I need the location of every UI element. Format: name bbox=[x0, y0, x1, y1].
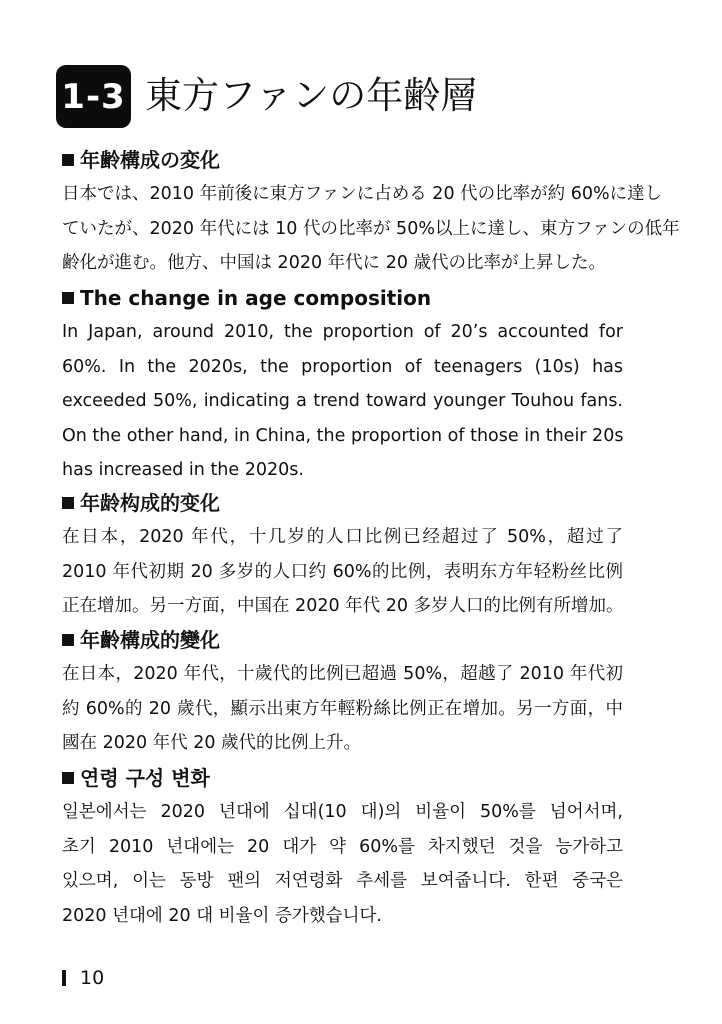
body-text-line: 일본에서는 2020 년대에 십대(10 대)의 비율이 50%를 넘어서며, bbox=[62, 802, 623, 822]
square-bullet-icon bbox=[62, 292, 74, 304]
body-text-line: has increased in the 2020s. bbox=[62, 460, 304, 480]
body-text-line: 2010 年代初期 20 多岁的人口约 60%的比例，表明东方年轻粉丝比例 bbox=[62, 561, 623, 582]
page-marker-icon bbox=[62, 970, 66, 986]
body-text-line: exceeded 50%, indicating a trend toward younger Touhou fans. bbox=[62, 391, 623, 411]
page-number bbox=[62, 964, 104, 992]
square-bullet-icon bbox=[62, 497, 74, 509]
section-heading-text: 年齢構成の変化 bbox=[80, 148, 220, 172]
section-heading bbox=[62, 486, 623, 520]
section-heading-text: The change in age composition bbox=[80, 286, 432, 310]
section-chinese-simplified bbox=[62, 486, 623, 624]
body-text-line: On the other hand, in China, the proportion of those in their 20s bbox=[62, 425, 624, 446]
section-english bbox=[62, 281, 623, 488]
body-text-line: 國在 2020 年代 20 歲代的比例上升。 bbox=[62, 733, 362, 753]
section-heading bbox=[62, 623, 623, 657]
body-text-line: 約 60%的 20 歲代，顯示出東方年輕粉絲比例正在增加。另一方面，中 bbox=[62, 698, 623, 719]
square-bullet-icon bbox=[62, 772, 74, 784]
body-text-line: ていたが、2020 年代には 10 代の比率が 50%以上に達し、東方ファンの低年 bbox=[62, 218, 680, 239]
body-text-line: 齢化が進む。他方、中国は 2020 年代に 20 歳代の比率が上昇した。 bbox=[62, 253, 607, 273]
section-heading-text: 年龄构成的变化 bbox=[80, 491, 220, 515]
section-heading bbox=[62, 281, 623, 315]
section-korean bbox=[62, 761, 623, 933]
section-heading-text: 年齡構成的變化 bbox=[80, 628, 220, 652]
section-japanese bbox=[62, 143, 680, 281]
square-bullet-icon bbox=[62, 634, 74, 646]
body-text-line: 在日本，2020 年代，十歲代的比例已超過 50%，超越了 2010 年代初 bbox=[62, 664, 623, 684]
square-bullet-icon bbox=[62, 154, 74, 166]
page-title: 東方ファンの年齢層 bbox=[145, 74, 478, 117]
body-text-line: 초기 2010 년대에는 20 대가 약 60%를 차지했던 것을 능가하고 bbox=[62, 836, 623, 857]
body-text-line: 60%. In the 2020s, the proportion of teenagers (10s) has bbox=[62, 356, 623, 377]
body-text-line: 2020 년대에 20 대 비율이 증가했습니다. bbox=[62, 905, 382, 926]
section-number-badge: 1-3 bbox=[56, 65, 131, 128]
body-text-line: In Japan, around 2010, the proportion of 20’s accounted for bbox=[62, 322, 623, 342]
body-text-line: 在日本，2020 年代，十几岁的人口比例已经超过了 50%，超过了 bbox=[62, 527, 623, 547]
body-text-line: 正在增加。另一方面，中国在 2020 年代 20 多岁人口的比例有所增加。 bbox=[62, 596, 624, 616]
body-text-line: 日本では、2010 年前後に東方ファンに占める 20 代の比率が約 60%に達し bbox=[62, 184, 663, 204]
page-number-text: 10 bbox=[80, 967, 105, 989]
section-chinese-traditional bbox=[62, 623, 623, 761]
body-text-line: 있으며, 이는 동방 팬의 저연령화 추세를 보여줍니다. 한편 중국은 bbox=[62, 871, 623, 891]
section-heading-text: 연령 구성 변화 bbox=[80, 766, 210, 790]
section-heading bbox=[62, 761, 623, 795]
section-heading bbox=[62, 143, 623, 177]
